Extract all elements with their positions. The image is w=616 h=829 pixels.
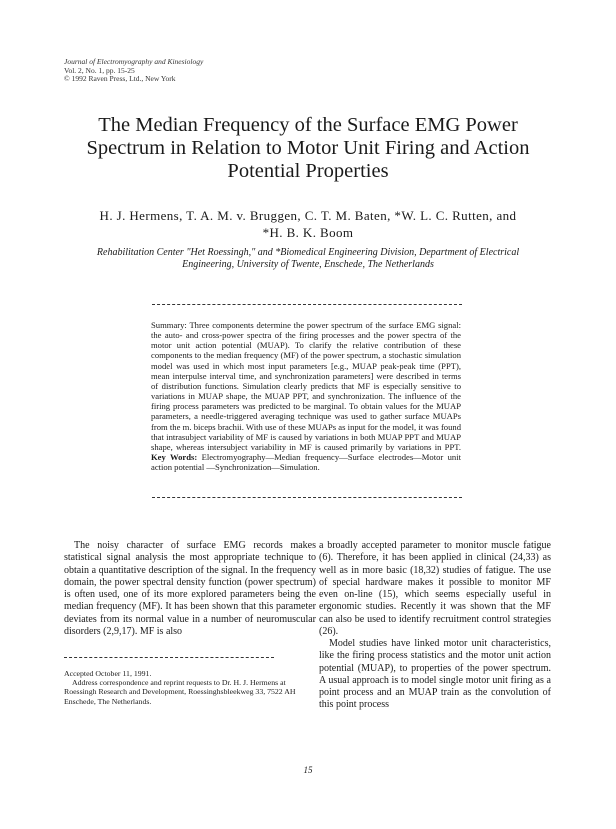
- keywords-label: Key Words:: [151, 452, 198, 463]
- body-paragraph: The noisy character of surface EMG records makes statistical signal analysis the most appropriate technique to obtain a quantitative description of the signal. In the frequency domain, the power spectral density function (power spectrum) is often used, one of its more explored parameters being the median frequency (MF). It has been shown that this parameter deviates from its normal value in a number of neuromuscular disorders (2,9,17). MF is also: [64, 540, 316, 637]
- title-line-1: The Median Frequency of the Surface EMG Power: [98, 114, 518, 136]
- authors-line-2: *H. B. K. Boom: [262, 225, 354, 240]
- summary-bottom-rule: [152, 497, 462, 499]
- author-list: [40, 207, 576, 241]
- keywords-text: Electromyography—Median frequency—Surface electrodes—Motor unit action potential —Synchronization—Simulation.: [151, 452, 461, 473]
- footnote-accepted: Accepted October 11, 1991.: [64, 669, 152, 678]
- body-column-left: [64, 540, 316, 638]
- affiliation: [80, 247, 536, 271]
- summary-block: [151, 320, 461, 472]
- title-line-2: Spectrum in Relation to Motor Unit Firing and Action: [86, 137, 530, 159]
- paper-title: [40, 114, 576, 183]
- body-paragraph: a broadly accepted parameter to monitor muscle fatigue (6). Therefore, it has been applied in clinical (24,33) as well as in more basic (18,32) studies of fatigue. The use of special hardware makes it possible to monitor MF even on-line (15), which seems especially useful in ergonomic studies. Recently it was shown that the MF can also be used to identify recruitment control strategies (26).: [319, 540, 551, 637]
- journal-name: Journal of Electromyography and Kinesiology: [64, 57, 204, 66]
- page-number: 15: [303, 765, 313, 775]
- summary-text: Three components determine the power spectrum of the surface EMG signal: the auto- and cross-power spectra of the firing processes and the power spectra of the motor unit action potential (MUAP). To clarify the relative contribution of these components to the median frequency (MF) of the power spectrum, a stochastic simulation model was used in which most input parameters [e.g., MUAP peak-peak time (PPT), mean interpulse interval time, and synchronization parameters] were described in terms of distribution functions. Simulation clearly predicts that MF is especially sensitive to variations in MUAP shape, the MUAP PPT, and synchronization. The influence of the firing process parameters was predicted to be marginal. To obtain values for the MUAP parameters, a needle-triggered averaging technique was used to gather surface MUAPs from the m. biceps brachii. With use of these MUAPs as input for the model, it was found that intrasubject variability of MF is caused by variations in both MUAP PPT and MUAP shape, whereas intersubject variability in MF is caused primarily by variations in PPT.: [151, 320, 461, 452]
- footnote-rule: [64, 657, 274, 659]
- body-column-right: [319, 540, 551, 712]
- affiliation-line-2: Engineering, University of Twente, Enschede, The Netherlands: [182, 259, 434, 270]
- summary-label: Summary:: [151, 320, 187, 330]
- affiliation-line-1: Rehabilitation Center "Het Roessingh," and *Biomedical Engineering Division, Department of Electrical: [96, 247, 520, 258]
- body-paragraph: Model studies have linked motor unit characteristics, like the firing process statistics and the motor unit action potential (MUAP), to properties of the power spectrum. A usual approach is to model single motor unit firing as a point process and an MUAP train as the convolution of this point process: [319, 638, 551, 711]
- journal-copyright: © 1992 Raven Press, Ltd., New York: [64, 74, 176, 83]
- journal-header: [64, 58, 203, 84]
- authors-line-1: H. J. Hermens, T. A. M. v. Bruggen, C. T. M. Baten, *W. L. C. Rutten, and: [99, 208, 517, 223]
- journal-volume: Vol. 2, No. 1, pp. 15-25: [64, 65, 135, 75]
- title-line-3: Potential Properties: [227, 160, 389, 182]
- footnote: [64, 669, 314, 706]
- footnote-address: Address correspondence and reprint requests to Dr. H. J. Hermens at Roessingh Research and Development, Roessinghsbleekweg 33, 7522 AH Enschede, The Netherlands.: [64, 678, 296, 706]
- summary-top-rule: [152, 304, 462, 306]
